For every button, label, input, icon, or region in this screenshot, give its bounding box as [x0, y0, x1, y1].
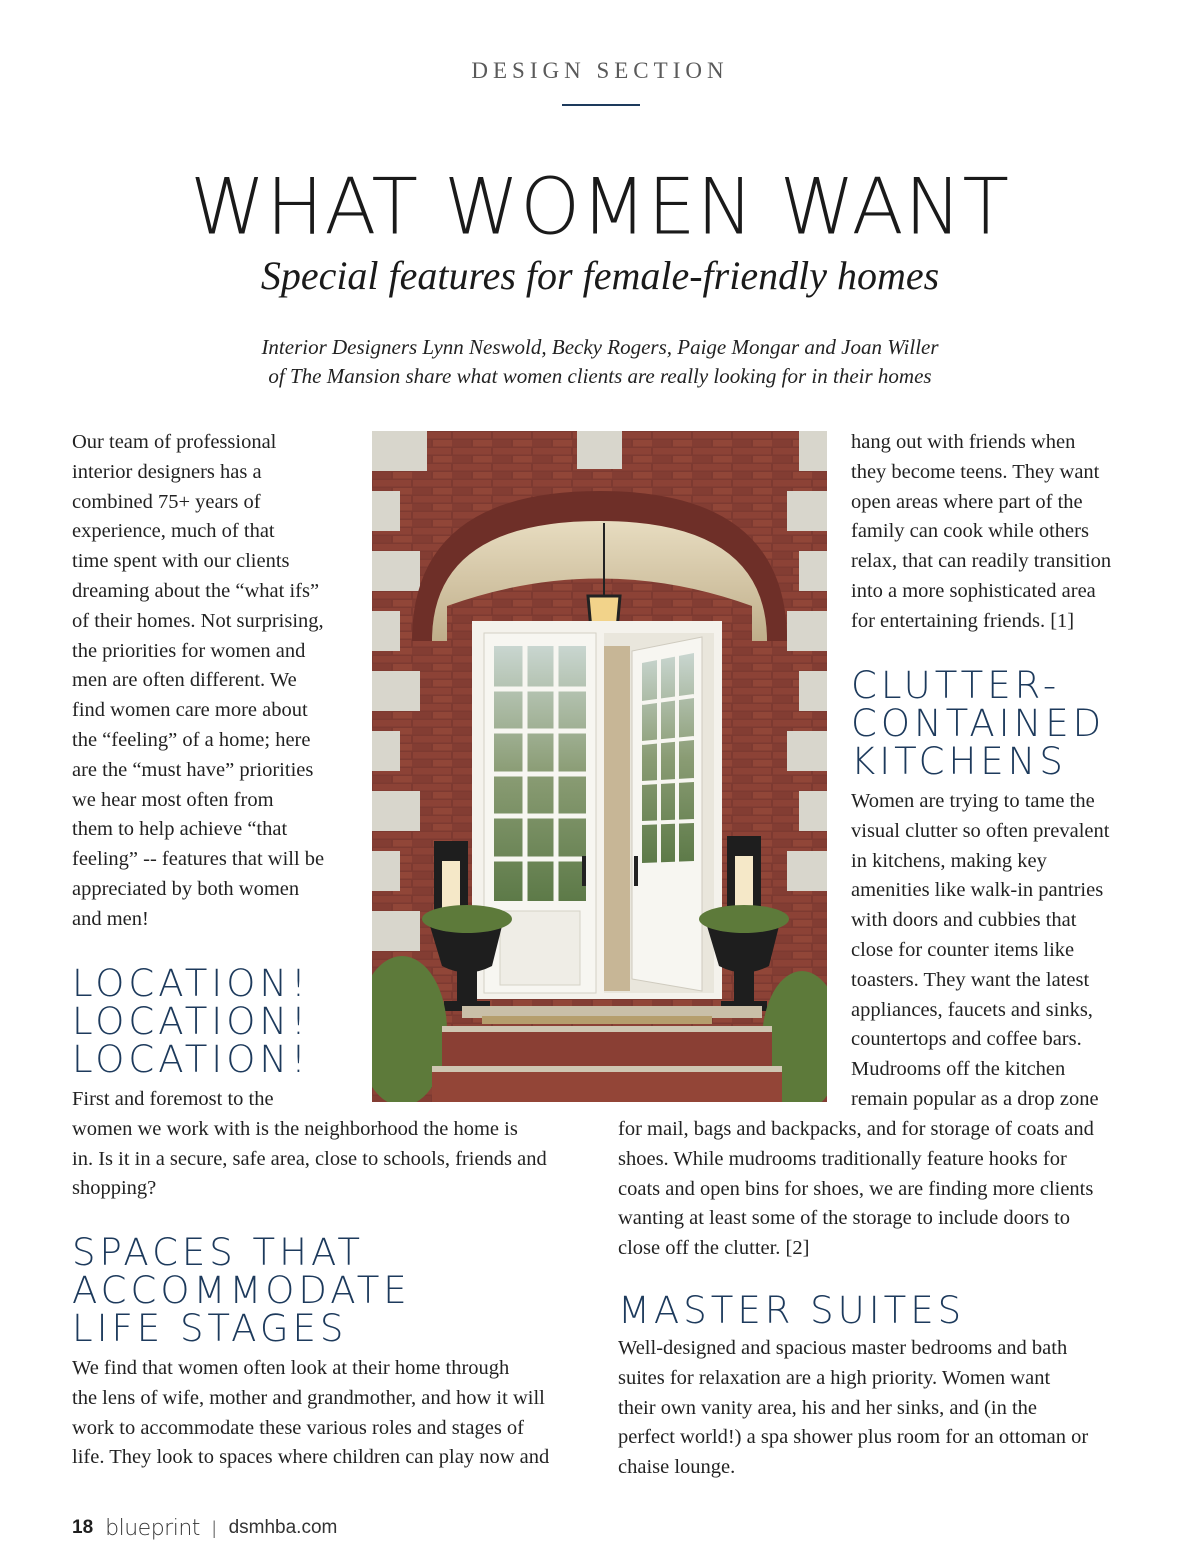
kitchens-heading: [851, 664, 1106, 783]
kitchens-paragraph-wide: [618, 1115, 1158, 1264]
text-line: countertops and coffee bars.: [851, 1028, 1082, 1051]
text-line: perfect world!) a spa shower plus room for an ottoman or: [618, 1426, 1089, 1449]
text-line: toasters. They want the latest: [851, 968, 1090, 991]
section-divider: [562, 104, 640, 106]
text-line: for mail, bags and backpacks, and for storage of coats and: [618, 1118, 1094, 1140]
text-line: we hear most often from: [72, 788, 274, 811]
text-line: relax, that can readily transition: [851, 550, 1112, 573]
text-line: feeling” -- features that will be: [72, 848, 325, 871]
text-line: them to help achieve “that: [72, 818, 288, 841]
location-paragraph: [72, 1085, 592, 1204]
text-line: hang out with friends when: [851, 431, 1076, 453]
heading-line: LOCATION!: [72, 962, 310, 1005]
text-line: and men!: [72, 907, 149, 930]
heading-line: LOCATION!: [72, 1038, 310, 1081]
heading-line: ACCOMMODATE: [72, 1269, 411, 1312]
text-line: Mudrooms off the kitchen: [851, 1058, 1066, 1081]
heading-line: KITCHENS: [851, 740, 1067, 783]
text-line: close for counter items like: [851, 938, 1075, 961]
text-line: into a more sophisticated area: [851, 579, 1096, 602]
text-line: First and foremost to the: [72, 1088, 274, 1110]
text-line: life. They look to spaces where children can play now and: [72, 1446, 550, 1469]
text-line: experience, much of that: [72, 520, 275, 543]
text-line: chaise lounge.: [618, 1456, 736, 1479]
text-line: open areas where part of the: [851, 490, 1083, 513]
text-line: women we work with is the neighborhood the home is: [72, 1117, 518, 1140]
text-line: in kitchens, making key: [851, 849, 1047, 872]
text-line: family can cook while others: [851, 520, 1089, 543]
heading-line: CLUTTER-: [851, 664, 1061, 707]
text-line: dreaming about the “what ifs”: [72, 579, 320, 602]
intro-line: Interior Designers Lynn Neswold, Becky Rogers, Paige Mongar and Joan Willer: [261, 335, 939, 359]
text-line: wanting at least some of the storage to include doors to: [618, 1207, 1071, 1230]
heading-line: SPACES THAT: [72, 1231, 365, 1274]
text-line: amenities like walk-in pantries: [851, 879, 1104, 902]
heading-line: LIFE STAGES: [72, 1307, 348, 1350]
text-line: they become teens. They want: [851, 460, 1100, 483]
text-line: their own vanity area, his and her sinks, and (in the: [618, 1396, 1037, 1419]
text-line: combined 75+ years of: [72, 490, 261, 513]
text-line: time spent with our clients: [72, 550, 290, 573]
text-line: visual clutter so often prevalent: [851, 819, 1110, 842]
text-line: Women are trying to tame the: [851, 790, 1095, 812]
text-line: for entertaining friends. [1]: [851, 609, 1075, 632]
life-stages-paragraph: [72, 1354, 602, 1473]
text-line: coats and open bins for shoes, we are finding more clients: [618, 1177, 1094, 1200]
text-line: interior designers has a: [72, 460, 262, 483]
page-number: 18: [72, 1517, 94, 1538]
text-line: suites for relaxation are a high priority. Women want: [618, 1366, 1051, 1389]
kitchens-paragraph-narrow: [851, 787, 1141, 1115]
text-line: remain popular as a drop zone: [851, 1087, 1099, 1110]
location-heading: [72, 962, 310, 1081]
text-line: with doors and cubbies that: [851, 909, 1077, 932]
text-line: Our team of professional: [72, 431, 277, 453]
heading-line: LOCATION!: [72, 1000, 310, 1043]
text-line: shoes. While mudrooms traditionally feature hooks for: [618, 1147, 1067, 1170]
magazine-logo: blueprint: [105, 1515, 200, 1541]
text-line: the “feeling” of a home; here: [72, 728, 311, 751]
text-line: Well-designed and spacious master bedrooms and bath: [618, 1337, 1068, 1359]
master-suites-heading: MASTER SUITES: [618, 1289, 966, 1332]
footer-separator: |: [211, 1517, 217, 1538]
article-intro: [200, 333, 1000, 391]
opening-paragraph: [72, 428, 362, 935]
intro-line: of The Mansion share what women clients are really looking for in their homes: [268, 364, 932, 388]
text-line: the priorities for women and: [72, 639, 306, 662]
entryway-illustration: [372, 431, 827, 1102]
website-link[interactable]: dsmhba.com: [228, 1517, 338, 1538]
text-line: find women care more about: [72, 699, 308, 722]
heading-line: CONTAINED: [851, 702, 1106, 745]
text-line: the lens of wife, mother and grandmother, and how it will: [72, 1386, 545, 1409]
article-subtitle: Special features for female-friendly homes: [260, 253, 940, 298]
text-line: work to accommodate these various roles and stages of: [72, 1416, 525, 1439]
text-line: of their homes. Not surprising,: [72, 609, 324, 632]
section-label: DESIGN SECTION: [471, 58, 729, 83]
text-line: men are often different. We: [72, 669, 297, 692]
text-line: shopping?: [72, 1177, 157, 1200]
life-stages-heading: [72, 1231, 411, 1350]
life-stages-continuation: [851, 428, 1141, 637]
text-line: in. Is it in a secure, safe area, close to schools, friends and: [72, 1147, 547, 1170]
master-suites-paragraph: [618, 1334, 1158, 1483]
text-line: appreciated by both women: [72, 877, 300, 900]
text-line: appliances, faucets and sinks,: [851, 998, 1093, 1021]
page-footer: [72, 1515, 337, 1541]
article-title: WHAT WOMEN WANT: [190, 161, 1010, 252]
text-line: are the “must have” priorities: [72, 758, 314, 781]
front-door-photo: [372, 431, 827, 1102]
text-line: close off the clutter. [2]: [618, 1237, 810, 1260]
text-line: We find that women often look at their home through: [72, 1357, 510, 1379]
